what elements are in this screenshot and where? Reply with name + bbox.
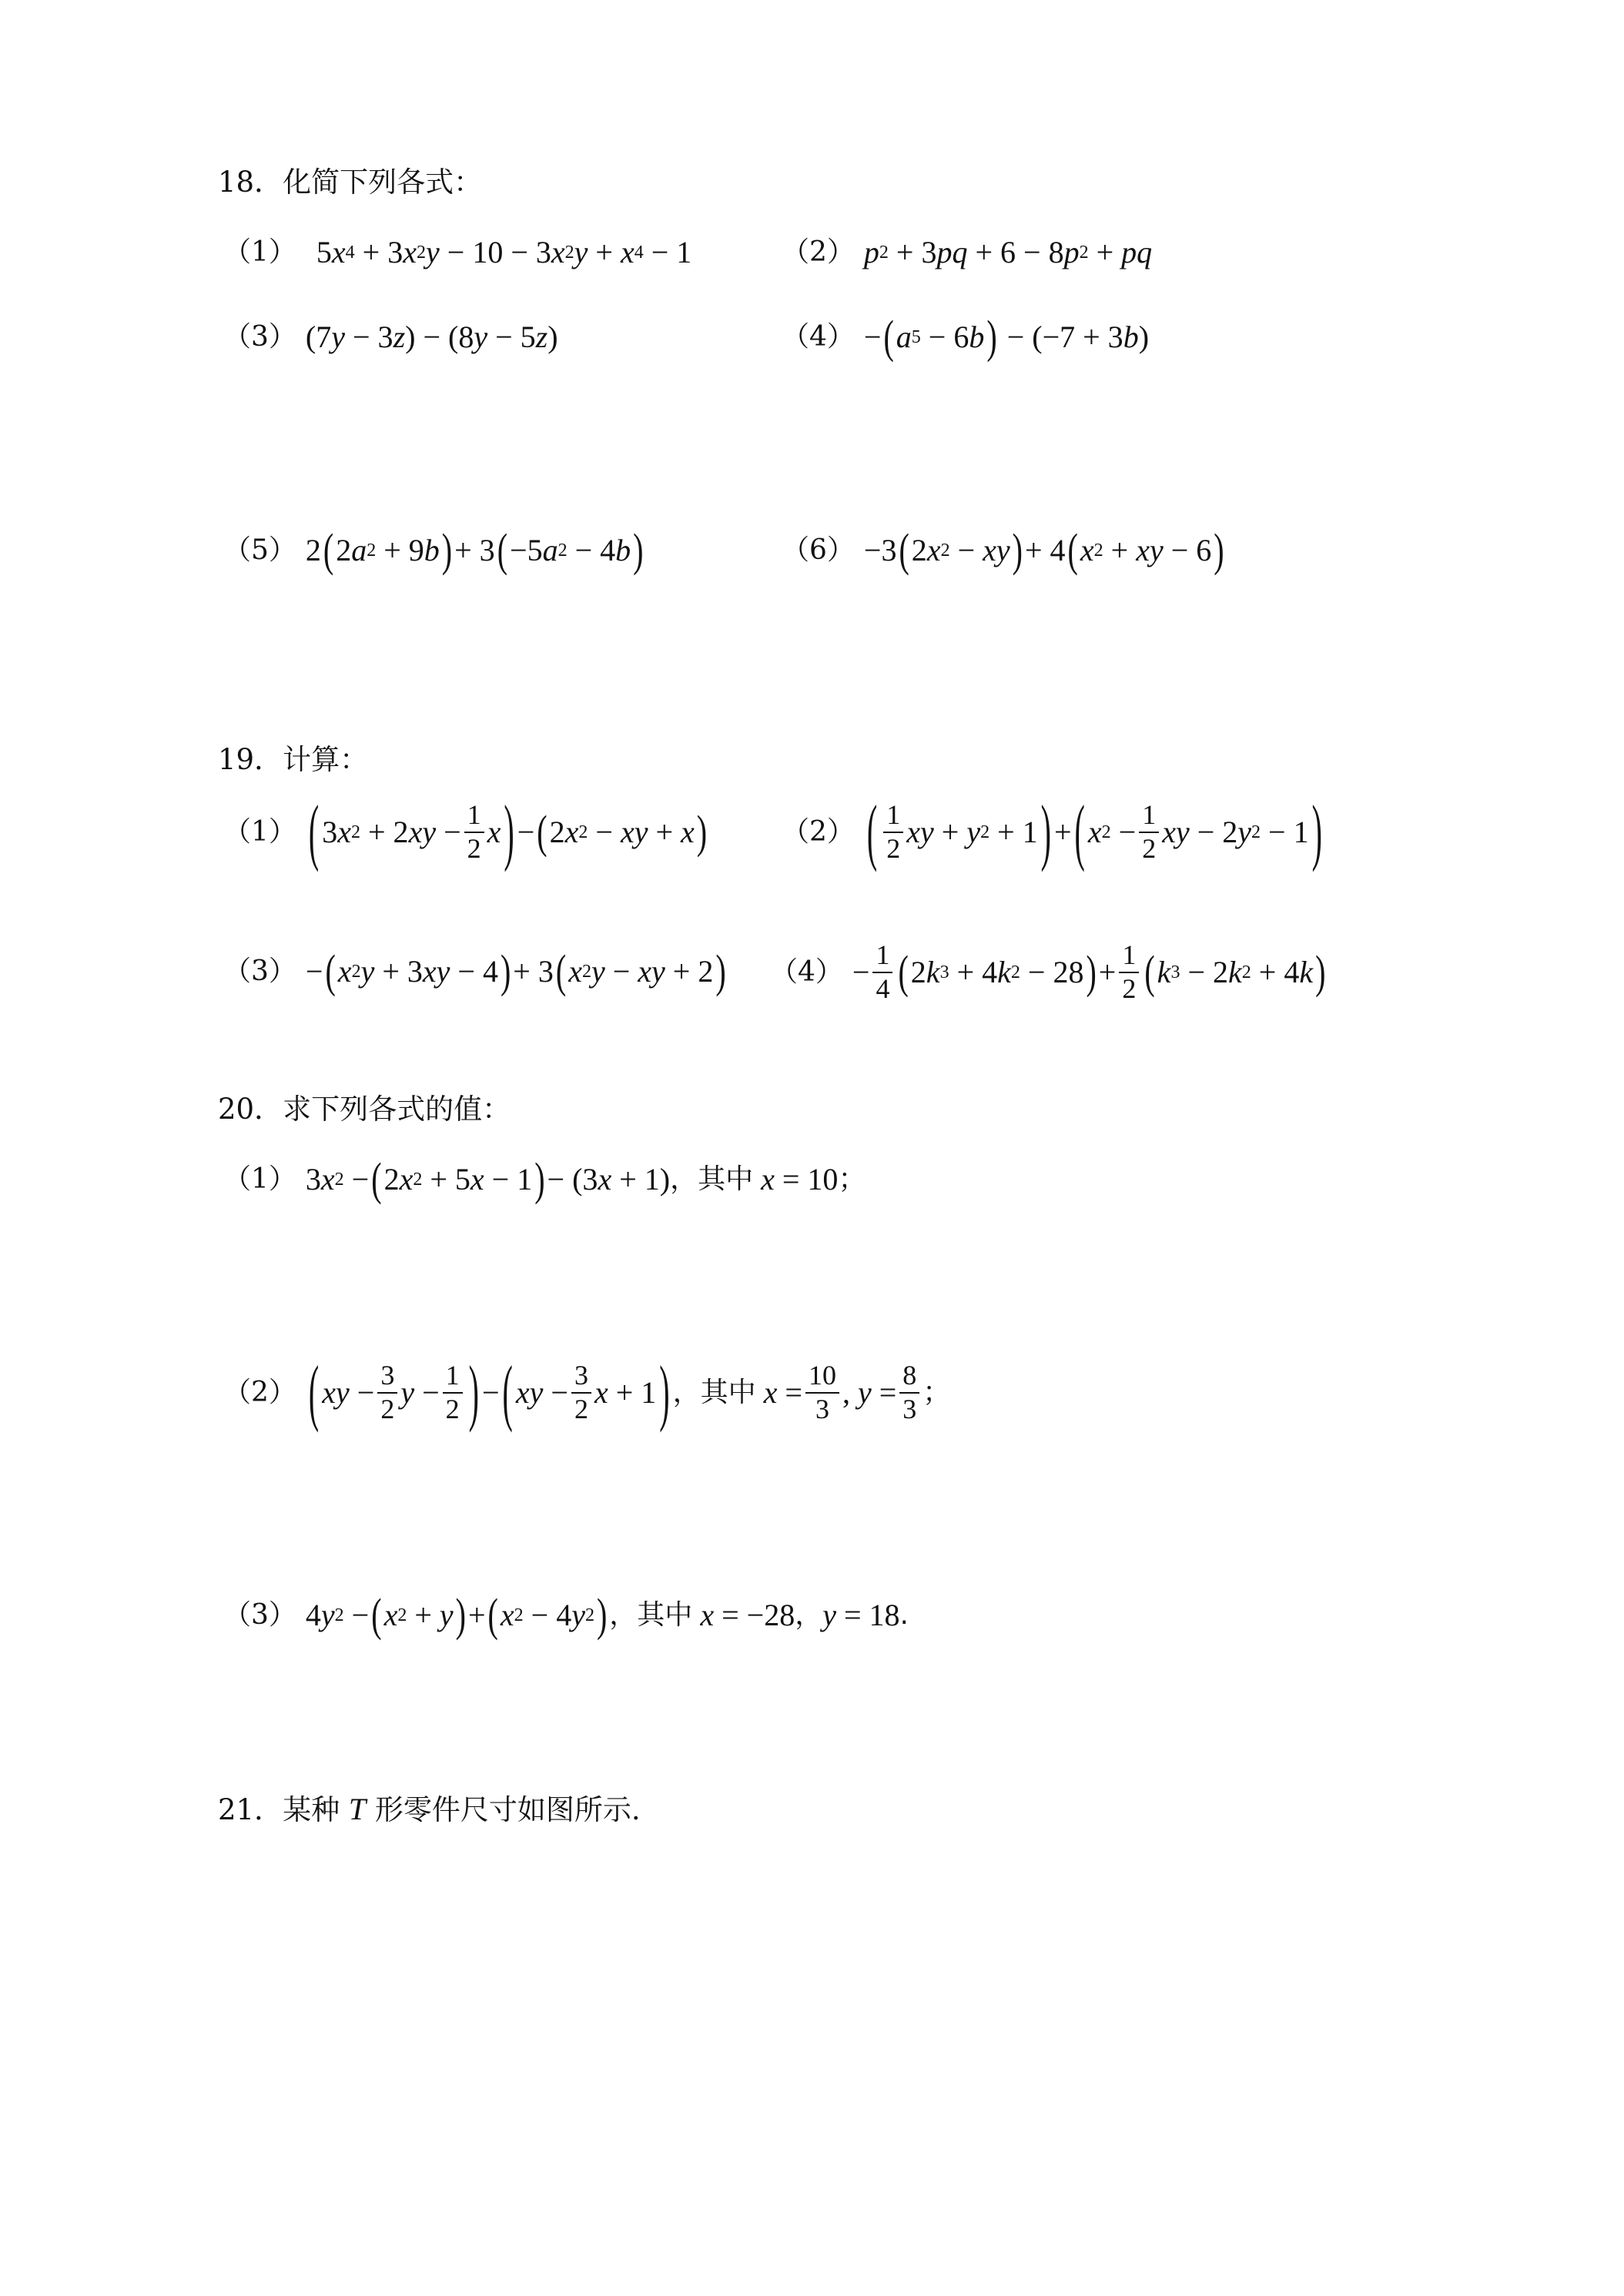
math-expression: ( 3 x 2 + 2 xy − $\frac{1}{2}$ x ) − ( 2 x 2 − xy + x ) — [308, 789, 708, 873]
item-number: （1） — [223, 815, 296, 848]
condition-label: ，其中 — [672, 1376, 756, 1408]
terminator: ； — [838, 1163, 866, 1195]
condition-label: ，其中 — [670, 1163, 754, 1195]
item-number: （3） — [223, 1599, 296, 1631]
math-expression: −3 ( 2 x 2 − xy ) + 4 ( x 2 + xy − 6 ) — [863, 524, 1224, 576]
q18-item-2 — [782, 237, 1152, 268]
q19-item-4 — [770, 941, 1328, 1004]
condition-label: ，其中 — [609, 1599, 693, 1631]
terminator: . — [899, 1599, 909, 1631]
item-number: （2） — [223, 1376, 296, 1408]
q18-item-3 — [223, 322, 558, 353]
q20-item-1 — [223, 1153, 866, 1205]
math-expression: (7 y − 3 z ) − (8 y − 5 z ) — [305, 320, 558, 354]
math-expression: 4 y 2 − ( x 2 + y ) + ( x 2 − 4 y 2 ) — [305, 1588, 608, 1641]
math-expression: ( xy − $\frac{3}{2}$ y − $\frac{1}{2}$ ) − ( xy − $\frac{3}{2}$ x + 1 ) — [308, 1350, 670, 1434]
item-number: （2） — [782, 815, 855, 848]
q18-item-1 — [223, 237, 691, 268]
math-expression: 2 ( 2 a 2 + 9 b ) + 3 ( −5 a 2 − 4 b ) — [305, 524, 644, 576]
item-number: （3） — [223, 956, 296, 987]
math-expression: p 2 + 3 pq + 6 − 8 p 2 + pq — [863, 235, 1153, 269]
math-expression: 5 x 4 + 3 x 2 y − 10 − 3 x 2 y + x 4 − 1 — [316, 235, 692, 269]
math-expression: − $\frac{1}{4}$ ( 2 k 3 + 4 k 2 − 28 ) + $\frac{1}{2}$ ( k 3 − 2 k 2 + 4 k ) — [852, 939, 1326, 1004]
math-expression: 3 x 2 − ( 2 x 2 + 5 x − 1 ) − (3 x + 1) — [305, 1153, 671, 1205]
title-suffix: 形零件尺寸如图所示. — [366, 1793, 641, 1826]
q18-item-6 — [782, 524, 1227, 576]
item-number: （1） — [223, 236, 296, 268]
q20-item-3 — [223, 1588, 909, 1641]
item-number: （6） — [782, 534, 855, 566]
question-21-title — [218, 1794, 641, 1825]
question-20-title: 20．求下列各式的值： — [218, 1093, 511, 1126]
item-number: （3） — [223, 321, 296, 353]
item-number: （1） — [223, 1163, 296, 1195]
title-prefix: 21．某种 — [218, 1793, 349, 1826]
item-number: （2） — [782, 236, 855, 268]
math-expression: − ( x 2 y + 3 xy − 4 ) + 3 ( x 2 y − xy + 2 ) — [305, 945, 726, 997]
terminator: ； — [922, 1376, 951, 1408]
question-18-title: 18．化简下列各式： — [218, 166, 483, 199]
condition-expression: x = $\frac{10}{3}$ , y = $\frac{8}{3}$ — [756, 1361, 923, 1424]
condition-expression: x = −28 ， y = 18 — [700, 1598, 900, 1632]
item-number: （4） — [782, 321, 855, 353]
math-expression: ( $\frac{1}{2}$ xy + y 2 + 1 ) + ( x 2 − $\frac{1}{2}$ xy − 2 y 2 − 1 ) — [866, 789, 1322, 873]
item-number: （4） — [770, 956, 843, 988]
title-variable: T — [348, 1792, 367, 1826]
item-number: （5） — [223, 534, 296, 566]
q20-item-2 — [223, 1350, 951, 1434]
q19-item-2 — [782, 789, 1325, 873]
q19-item-1 — [223, 789, 709, 873]
q18-item-5 — [223, 524, 645, 576]
q19-item-3 — [223, 945, 728, 997]
condition-expression: x = 10 — [761, 1162, 839, 1197]
q18-item-4 — [782, 310, 1150, 363]
math-expression: − ( a 5 − 6 b ) − (−7 + 3 b ) — [863, 310, 1150, 363]
question-19-title: 19．计算： — [218, 743, 369, 776]
